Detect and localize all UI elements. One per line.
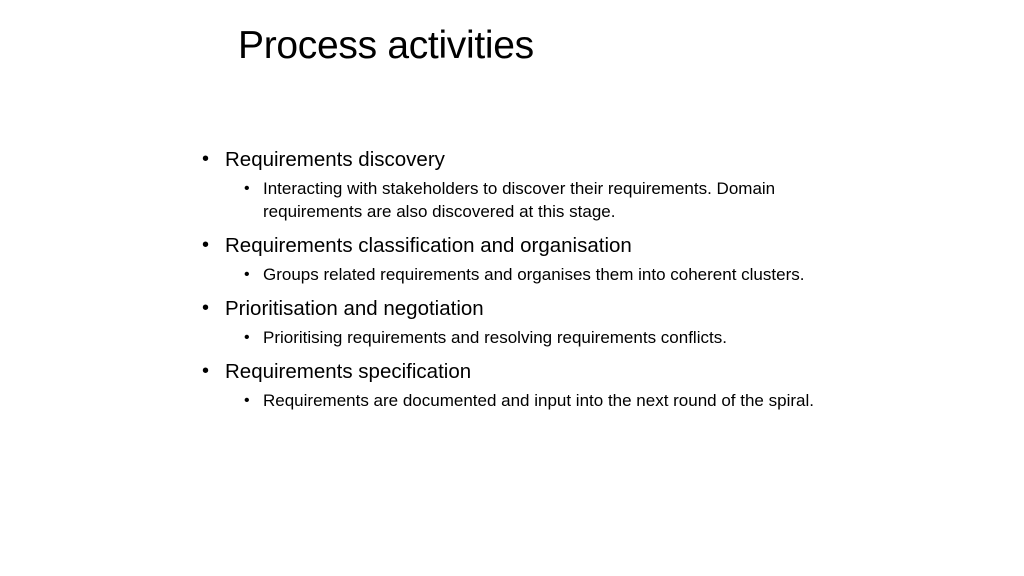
sub-bullet-icon: • (244, 392, 250, 409)
bullet-item-requirements-discovery (202, 145, 842, 174)
slide-title: Process activities (238, 24, 534, 67)
sub-bullet-requirements-specification (240, 389, 823, 412)
sub-bullet-icon: • (244, 266, 250, 283)
sub-bullet-prioritisation (240, 326, 823, 349)
sub-bullet-requirements-classification (240, 263, 823, 286)
sub-bullet-requirements-discovery (240, 177, 823, 223)
bullet-item-prioritisation (202, 294, 842, 323)
bullet-icon: • (202, 234, 210, 256)
sub-bullet-icon: • (244, 180, 250, 197)
bullet-heading: Requirements discovery (225, 148, 445, 171)
bullet-icon: • (202, 297, 210, 319)
bullet-heading: Requirements classification and organisation (225, 234, 632, 257)
bullet-heading: Prioritisation and negotiation (225, 297, 484, 320)
sub-bullet-text: Groups related requirements and organises them into coherent clusters. (263, 265, 805, 284)
sub-bullet-icon: • (244, 329, 250, 346)
sub-bullet-text: Prioritising requirements and resolving requirements conflicts. (263, 328, 727, 347)
bullet-icon: • (202, 360, 210, 382)
bullet-item-requirements-specification (202, 357, 842, 386)
sub-bullet-text: Interacting with stakeholders to discover their requirements. Domain requirements are also discovered at this stage. (263, 179, 776, 221)
sub-bullet-text: Requirements are documented and input into the next round of the spiral. (263, 391, 814, 410)
bullet-list (202, 145, 842, 412)
bullet-icon: • (202, 148, 210, 170)
bullet-item-requirements-classification (202, 231, 842, 260)
bullet-heading: Requirements specification (225, 360, 472, 383)
